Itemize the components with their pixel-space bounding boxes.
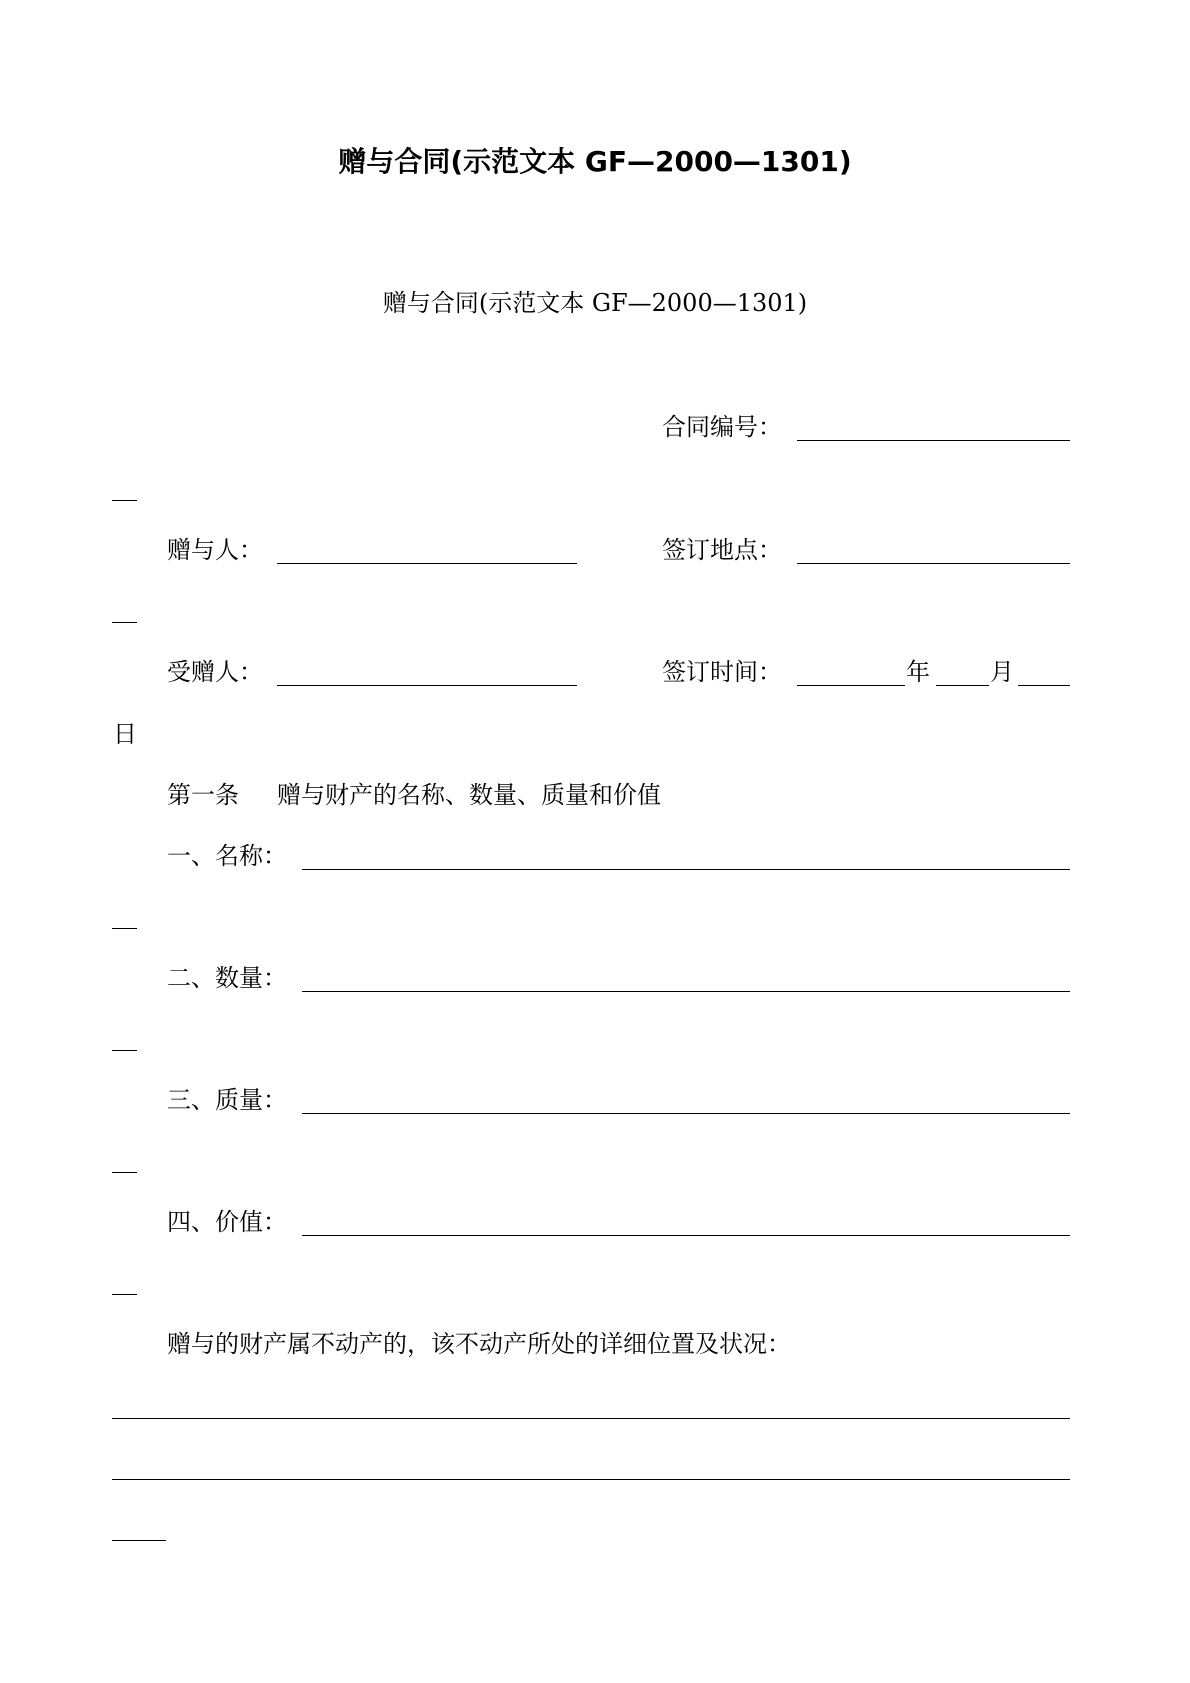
continuation-dash	[112, 1294, 137, 1295]
realestate-blank-line-3[interactable]	[112, 1540, 166, 1541]
day-label: 日	[113, 720, 137, 748]
donee-blank[interactable]	[277, 685, 577, 686]
donee-label: 受赠人：	[167, 658, 263, 686]
document-title: 赠与合同(示范文本 GF—2000—1301)	[338, 145, 852, 178]
realestate-blank-line-2[interactable]	[112, 1479, 1070, 1480]
continuation-dash	[112, 622, 137, 623]
donor-blank[interactable]	[277, 563, 577, 564]
year-label: 年	[906, 658, 930, 686]
month-label: 月	[990, 658, 1014, 686]
donor-label: 赠与人：	[167, 536, 263, 564]
sign-place-label: 签订地点：	[662, 536, 782, 564]
sign-place-blank[interactable]	[797, 563, 1070, 564]
contract-no-blank[interactable]	[797, 440, 1070, 441]
contract-no-label: 合同编号：	[662, 413, 782, 441]
item-name-label: 一、名称：	[167, 842, 287, 870]
sign-day-blank[interactable]	[1018, 685, 1070, 686]
item-value-blank[interactable]	[302, 1235, 1070, 1236]
realestate-note: 赠与的财产属不动产的，该不动产所处的详细位置及状况：	[167, 1330, 791, 1358]
article1-heading: 赠与财产的名称、数量、质量和价值	[277, 781, 661, 809]
continuation-dash	[112, 1172, 137, 1173]
continuation-dash	[112, 928, 137, 929]
sign-time-label: 签订时间：	[662, 658, 782, 686]
item-quality-blank[interactable]	[302, 1113, 1070, 1114]
article1-number: 第一条	[167, 781, 239, 809]
continuation-dash	[112, 500, 137, 501]
sign-year-blank[interactable]	[797, 685, 905, 686]
item-quantity-label: 二、数量：	[167, 964, 287, 992]
realestate-blank-line-1[interactable]	[112, 1418, 1070, 1419]
document-subtitle: 赠与合同(示范文本 GF—2000—1301)	[382, 289, 808, 317]
item-quantity-blank[interactable]	[302, 991, 1070, 992]
continuation-dash	[112, 1050, 137, 1051]
item-quality-label: 三、质量：	[167, 1086, 287, 1114]
item-name-blank[interactable]	[302, 869, 1070, 870]
sign-month-blank[interactable]	[936, 685, 989, 686]
item-value-label: 四、价值：	[167, 1208, 287, 1236]
